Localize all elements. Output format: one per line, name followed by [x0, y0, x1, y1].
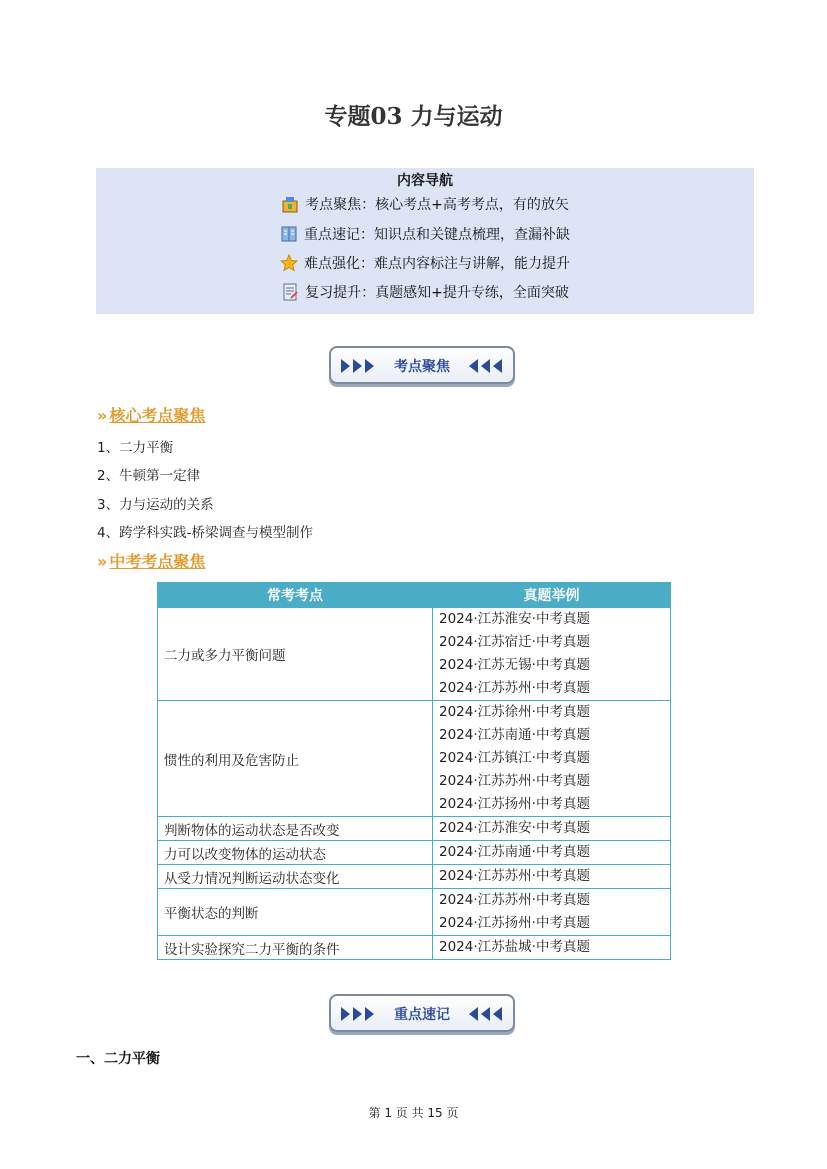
nav-line-text: 考点聚焦：核心考点+高考考点，有的放矢	[305, 197, 569, 213]
nav-line-focus	[96, 194, 754, 216]
source-entry: 2024·江苏扬州·中考真题	[439, 796, 590, 812]
sources-cell	[433, 936, 671, 960]
sources-cell	[433, 608, 671, 701]
topic-cell: 从受力情况判断运动状态变化	[158, 865, 433, 889]
double-chevron-icon: »	[97, 406, 108, 425]
exam-section-title: 中考考点聚焦	[109, 552, 206, 571]
nav-line-text: 重点速记：知识点和关键点梳理，查漏补缺	[304, 227, 570, 243]
source-entry: 2024·江苏无锡·中考真题	[439, 657, 590, 673]
column-header: 真题举例	[433, 583, 671, 608]
list-item: 3、力与运动的关系	[97, 497, 214, 513]
source-entry: 2024·江苏宿迁·中考真题	[439, 634, 590, 650]
topic-cell: 力可以改变物体的运动状态	[158, 841, 433, 865]
sources-cell	[433, 701, 671, 817]
left-arrows-icon	[469, 359, 503, 373]
table-row	[158, 817, 671, 841]
table-row	[158, 889, 671, 936]
notebook-icon	[280, 225, 298, 243]
column-header: 常考考点	[158, 583, 433, 608]
source-entry: 2024·江苏苏州·中考真题	[439, 892, 590, 908]
document-icon	[281, 283, 299, 301]
source-entry: 2024·江苏淮安·中考真题	[439, 611, 590, 627]
core-section-title: 核心考点聚焦	[109, 406, 206, 425]
nav-line-notes	[96, 224, 754, 246]
list-item: 4、跨学科实践-桥梁调查与模型制作	[97, 525, 313, 541]
topic-cell: 二力或多力平衡问题	[158, 608, 433, 701]
focus-icon	[281, 195, 299, 213]
table-row	[158, 608, 671, 701]
source-entry: 2024·江苏南通·中考真题	[439, 844, 590, 860]
source-entry: 2024·江苏淮安·中考真题	[439, 820, 590, 836]
sources-cell	[433, 817, 671, 841]
page-footer: 第 1 页 共 15 页	[368, 1106, 459, 1120]
left-arrows-icon	[469, 1007, 503, 1021]
section-heading-one: 一、二力平衡	[76, 1051, 160, 1067]
sources-cell	[433, 865, 671, 889]
banner-label: 考点聚焦	[394, 359, 450, 375]
nav-heading: 内容导航	[397, 173, 453, 189]
table-row	[158, 936, 671, 960]
table-row	[158, 701, 671, 817]
source-entry: 2024·江苏镇江·中考真题	[439, 750, 590, 766]
table-row	[158, 865, 671, 889]
source-entry: 2024·江苏盐城·中考真题	[439, 939, 590, 955]
page-title: 专题03 力与运动	[324, 103, 503, 130]
core-section-heading	[97, 403, 205, 426]
table-header-row	[158, 583, 671, 608]
source-entry: 2024·江苏徐州·中考真题	[439, 704, 590, 720]
nav-line-text: 难点强化：难点内容标注与讲解，能力提升	[304, 256, 570, 272]
source-entry: 2024·江苏扬州·中考真题	[439, 915, 590, 931]
source-entry: 2024·江苏苏州·中考真题	[439, 773, 590, 789]
banner-label: 重点速记	[394, 1007, 450, 1023]
sources-cell	[433, 889, 671, 936]
sources-cell	[433, 841, 671, 865]
table-row	[158, 841, 671, 865]
topic-cell: 惯性的利用及危害防止	[158, 701, 433, 817]
nav-line-review	[96, 282, 754, 304]
list-item: 1、二力平衡	[97, 440, 174, 456]
content-navigation-box	[96, 168, 754, 314]
source-entry: 2024·江苏苏州·中考真题	[439, 868, 590, 884]
list-item: 2、牛顿第一定律	[97, 468, 201, 484]
exam-points-table	[157, 582, 671, 960]
topic-cell: 平衡状态的判断	[158, 889, 433, 936]
source-entry: 2024·江苏苏州·中考真题	[439, 680, 590, 696]
star-icon	[280, 254, 298, 272]
topic-cell: 设计实验探究二力平衡的条件	[158, 936, 433, 960]
nav-line-text: 复习提升：真题感知+提升专练，全面突破	[305, 285, 569, 301]
source-entry: 2024·江苏南通·中考真题	[439, 727, 590, 743]
table-body	[158, 608, 671, 960]
exam-section-heading	[97, 549, 205, 572]
topic-cell: 判断物体的运动状态是否改变	[158, 817, 433, 841]
double-chevron-icon: »	[97, 552, 108, 571]
nav-line-difficult	[96, 253, 754, 275]
banner-key-points	[329, 346, 515, 384]
banner-key-notes	[329, 994, 515, 1032]
